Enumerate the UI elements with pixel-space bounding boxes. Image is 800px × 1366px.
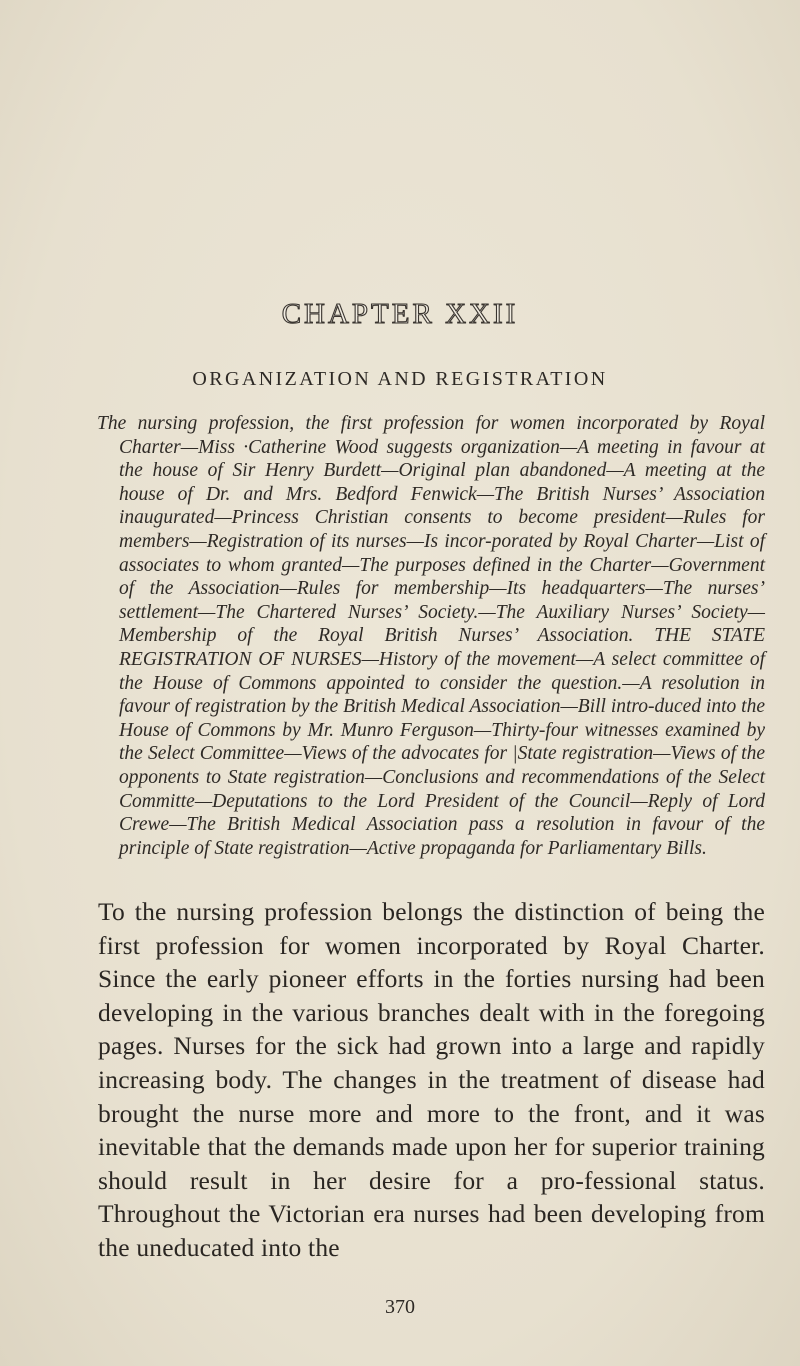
chapter-title: ORGANIZATION AND REGISTRATION [192,368,608,390]
body-paragraph: To the nursing profession belongs the distinction of being the first profession for women incorporated by Royal Charter. Since the early pioneer efforts in the forties nursing had been developing in the various branches dealt with in the foregoing pages. Nurses for the sick had grown into a large and rapidly increasing body. The changes in the treatment of disease had brought the nurse more and more to the front, and it was inevitable that the demands made upon her for superior training should result in her desire for a pro-fessional status. Throughout the Victorian era nurses had been developing from the uneducated into the [98,897,765,1262]
chapter-heading: CHAPTER XXII [281,298,519,330]
chapter-summary: The nursing profession, the first profession for women incorporated by Royal Charter—Miss ·Catherine Wood suggests organization—A meeting in favour at the house of Sir Henry Burdett—Original plan abandoned—A meeting at the house of Dr. and Mrs. Bedford Fenwick—The British Nurses’ Association inaugurated—Princess Christian consents to become president—Rules for members—Registration of its nurses—Is incor-porated by Royal Charter—List of associates to whom granted—The purposes defined in the Charter—Government of the Association—Rules for membership—Its headquarters—The nurses’ settlement—The Chartered Nurses’ Society.—The Auxiliary Nurses’ Society—Membership of the Royal British Nurses’ Association. THE STATE REGISTRATION OF NURSES—History of the movement—A select committee of the House of Commons appointed to consider the question.—A resolution in favour of registration by the British Medical Association—Bill intro-duced into the House of Commons by Mr. Munro Ferguson—Thirty-four witnesses examined by the Select Committee—Views of the advocates for |State registration—Views of the opponents to State registration—Conclusions and recommendations of the Select Committe—Deputations to the Lord President of the Council—Reply of Lord Crewe—The British Medical Association pass a resolution in favour of the principle of State registration—Active propaganda for Parliamentary Bills. [97,413,765,859]
page-number: 370 [385,1296,415,1318]
